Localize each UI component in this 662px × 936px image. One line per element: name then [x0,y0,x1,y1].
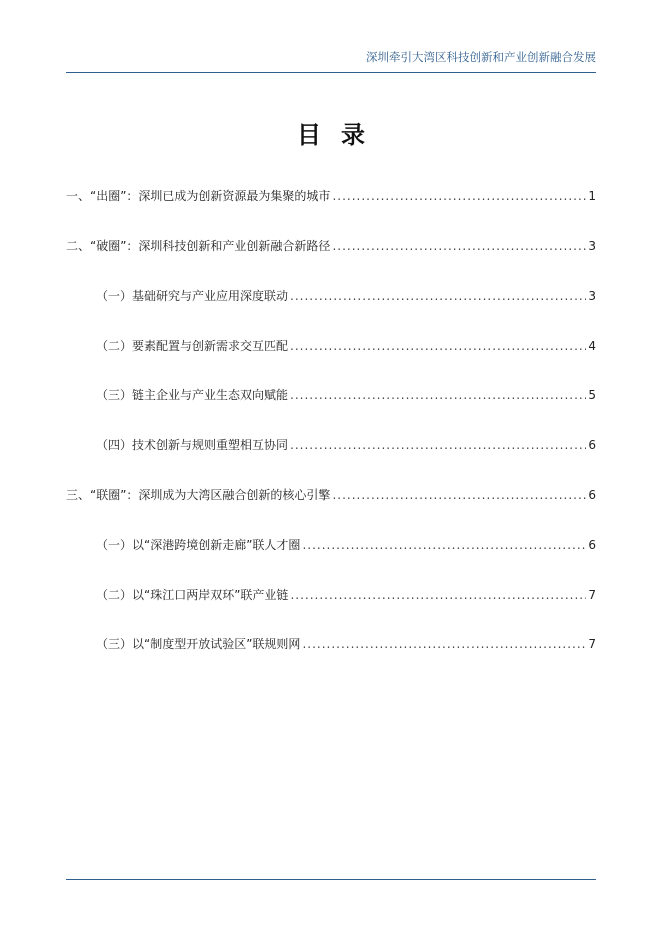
dot-leader [290,338,586,354]
toc-entry-subsection-3-1[interactable] [96,537,596,553]
dot-leader [332,238,586,254]
toc-page-number: 3 [588,239,596,253]
dot-leader [302,537,586,553]
toc-entry-text: 一、“出圈”：深圳已成为创新资源最为集聚的城市 [66,189,331,203]
dot-leader [332,487,586,503]
toc-entry-text: （三）以“制度型开放试验区”联规则网 [96,637,301,651]
dot-leader [290,437,586,453]
dot-leader [302,636,586,652]
toc-page-number: 7 [588,588,596,602]
toc-page-number: 5 [588,388,596,402]
dot-leader [332,188,586,204]
toc-entry-subsection-2-3[interactable] [96,387,596,403]
running-header: 深圳牵引大湾区科技创新和产业创新融合发展 [366,50,596,64]
toc-entry-text: （三）链主企业与产业生态双向赋能 [96,388,289,402]
toc-entry-section-2[interactable] [66,238,596,254]
toc-entry-text: （四）技术创新与规则重塑相互协同 [96,438,289,452]
toc-entry-text: （二）以“珠江口两岸双环”联产业链 [96,588,289,602]
toc-page-number: 6 [588,538,596,552]
header-rule [66,72,596,73]
toc-title: 目录 [297,121,385,149]
toc-page-number: 1 [588,189,596,203]
toc-entry-text: 三、“联圈”：深圳成为大湾区融合创新的核心引擎 [66,488,331,502]
dot-leader [290,288,586,304]
toc-entry-subsection-3-3[interactable] [96,636,596,652]
toc-page-number: 7 [588,637,596,651]
toc-entry-text: 二、“破圈”：深圳科技创新和产业创新融合新路径 [66,239,331,253]
dot-leader [290,587,586,603]
toc-page-number: 6 [588,488,596,502]
toc-entry-subsection-2-1[interactable] [96,288,596,304]
toc-page-number: 3 [588,289,596,303]
toc-page-number: 6 [588,438,596,452]
footer-rule [66,879,596,880]
toc-entry-section-1[interactable] [66,188,596,204]
toc-page-number: 4 [588,339,596,353]
toc-entry-subsection-2-4[interactable] [96,437,596,453]
toc-entry-text: （一）以“深港跨境创新走廊”联人才圈 [96,538,301,552]
toc-entry-subsection-3-2[interactable] [96,587,596,603]
toc-entry-subsection-2-2[interactable] [96,338,596,354]
dot-leader [290,387,586,403]
toc-entry-text: （一）基础研究与产业应用深度联动 [96,289,289,303]
toc-entry-text: （二）要素配置与创新需求交互匹配 [96,339,289,353]
toc-entry-section-3[interactable] [66,487,596,503]
